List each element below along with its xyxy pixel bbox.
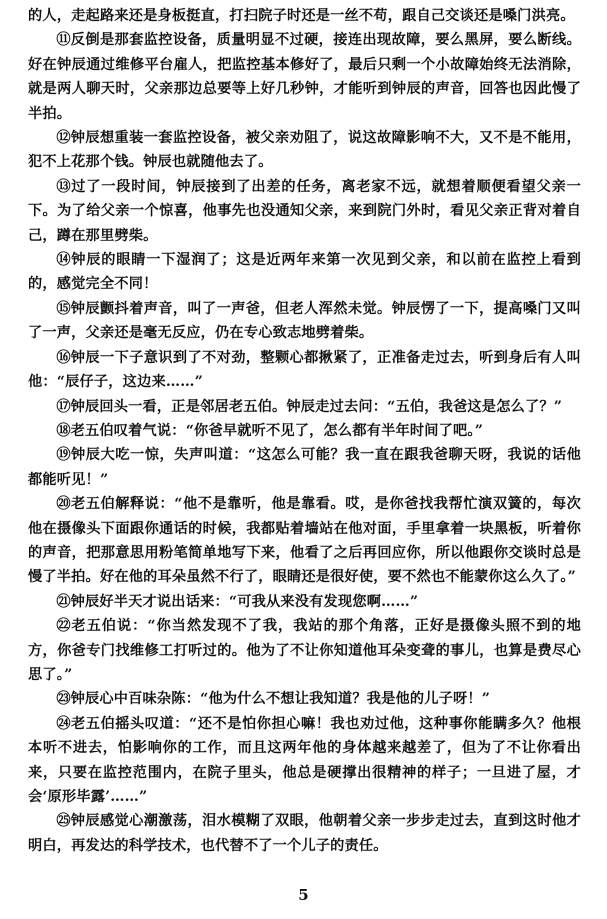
paragraph-11 <box>28 28 581 126</box>
paragraph-19 <box>28 443 581 492</box>
paragraph-25 <box>28 809 581 858</box>
paragraph-number: ⑱ <box>56 422 71 439</box>
paragraph-12 <box>28 126 581 175</box>
paragraph-number: ⑬ <box>56 178 72 195</box>
paragraph-20 <box>28 492 581 590</box>
paragraph-number: ⑮ <box>56 300 71 317</box>
paragraph-number: ⑯ <box>56 349 71 366</box>
paragraph-14 <box>28 248 581 297</box>
paragraph-18 <box>28 419 581 443</box>
paragraph-number: ⑭ <box>56 252 72 269</box>
paragraph-24 <box>28 712 581 810</box>
paragraph-16 <box>28 346 581 395</box>
paragraph-text: 过了一段时间，钟辰接到了出差的任务，离老家不远，就想着顺便看望父亲一下。为了给父亲一个惊喜，他事先也没通知父亲，来到院门外时，看见父亲正背对着自己，蹲在那里劈柴。 <box>28 178 581 244</box>
paragraph-text: 钟辰感觉心潮激荡，泪水模糊了双眼，他朝着父亲一步步走过去，直到这时他才明白，再发达的科学技术，也代替不了一个儿子的责任。 <box>28 813 581 854</box>
paragraph-text: 钟辰一下子意识到了不对劲，整颗心都揪紧了，正准备走过去，听到身后有人叫他：“辰仔子，这边来……” <box>28 349 581 391</box>
paragraph-22 <box>28 614 581 687</box>
paragraph-text: 钟辰心中百味杂陈：“他为什么不想让我知道？我是他的儿子呀！” <box>70 691 491 708</box>
paragraph-17 <box>28 395 581 419</box>
paragraph-number: ⑰ <box>56 398 71 415</box>
paragraph-number: ⑳ <box>56 496 71 513</box>
paragraph-number: ㉔ <box>56 715 71 732</box>
paragraph-number: ㉕ <box>56 813 71 830</box>
paragraph-text: 钟辰颤抖着声音，叫了一声爸，但老人浑然未觉。钟辰愣了一下，提高嗓门又叫了一声，父亲还是毫无反应，仍在专心致志地劈着柴。 <box>28 300 581 342</box>
paragraph-21 <box>28 590 581 614</box>
story-body <box>28 4 581 858</box>
page-number: 5 <box>298 886 309 904</box>
paragraph-number: ㉑ <box>56 593 71 610</box>
paragraph-number: ⑲ <box>56 447 71 464</box>
paragraph-text: 老五伯说：“你当然发现不了我，我站的那个角落，正好是摄像头照不到的地方，你爸专门找维修工打听过的。他为了不让你知道他耳朵变聋的事儿，也算是费尽心思了。” <box>28 618 581 683</box>
paragraph-text: 钟辰的眼睛一下湿润了；这是近两年来第一次见到父亲，和以前在监控上看到的，感觉完全不同！ <box>28 252 581 293</box>
paragraph-text: 老五伯摇头叹道：“还不是怕你担心嘛！我也劝过他，这种事你能瞒多久？他根本听不进去，怕影响你的工作，而且这两年他的身体越来越差了，但为了不让你看出来，只要在监控范围内，在院子里头，他总是硬撑出很精神的样子；一旦进了屋，才会‘原形毕露’……” <box>28 715 581 805</box>
paragraph-text: 反倒是那套监控设备，质量明显不过硬，接连出现故障，要么黑屏，要么断线。好在钟辰通过维修平台雇人，把监控基本修好了，最后只剩一个小故障始终无法消除，就是两人聊天时，父亲那边总要等上好几秒钟，才能听到钟辰的声音，回答也因此慢了半拍。 <box>28 32 581 122</box>
paragraph-23 <box>28 687 581 711</box>
paragraph-text: 老五伯解释说：“他不是靠听，他是靠看。哎，是你爸找我帮忙演双簧的，每次他在摄像头下面跟你通话的时候，我都贴着墙站在他对面，手里拿着一块黑板，听着你的声音，把那意思用粉笔简单地写下来，他看了之后再回应你，所以他跟你交谈时总是慢了半拍。好在他的耳朵虽然不行了，眼睛还是很好使，要不然也不能蒙你这么久了。” <box>28 496 581 586</box>
paragraph-number: ⑪ <box>56 32 71 49</box>
paragraph-number: ㉒ <box>56 618 72 635</box>
paragraph-15 <box>28 297 581 346</box>
paragraph-text: 老五伯叹着气说：“你爸早就听不见了，怎么都有半年时间了吧。” <box>70 422 484 439</box>
paragraph-text: 钟辰大吃一惊，失声叫道：“这怎么可能？我一直在跟我爸聊天呀，我说的话他都能听见！” <box>28 447 581 488</box>
paragraph-13 <box>28 175 581 248</box>
paragraph-text: 钟辰好半天才说出话来：“可我从来没有发现您啊……” <box>70 593 419 610</box>
paragraph-number: ㉓ <box>56 691 71 708</box>
paragraph-text: 钟辰回头一看，正是邻居老五伯。钟辰走过去问：“五伯，我爸这是怎么了？” <box>70 398 563 415</box>
paragraph-number: ⑫ <box>56 130 71 147</box>
paragraph-text: 的人，走起路来还是身板挺直，打扫院子时还是一丝不苟，跟自己交谈还是嗓门洪亮。 <box>28 8 575 24</box>
paragraph-10-end <box>28 4 581 28</box>
paragraph-text: 钟辰想重装一套监控设备，被父亲劝阻了，说这故障影响不大，又不是不能用，犯不上花那个钱。钟辰也就随他去了。 <box>28 130 581 171</box>
